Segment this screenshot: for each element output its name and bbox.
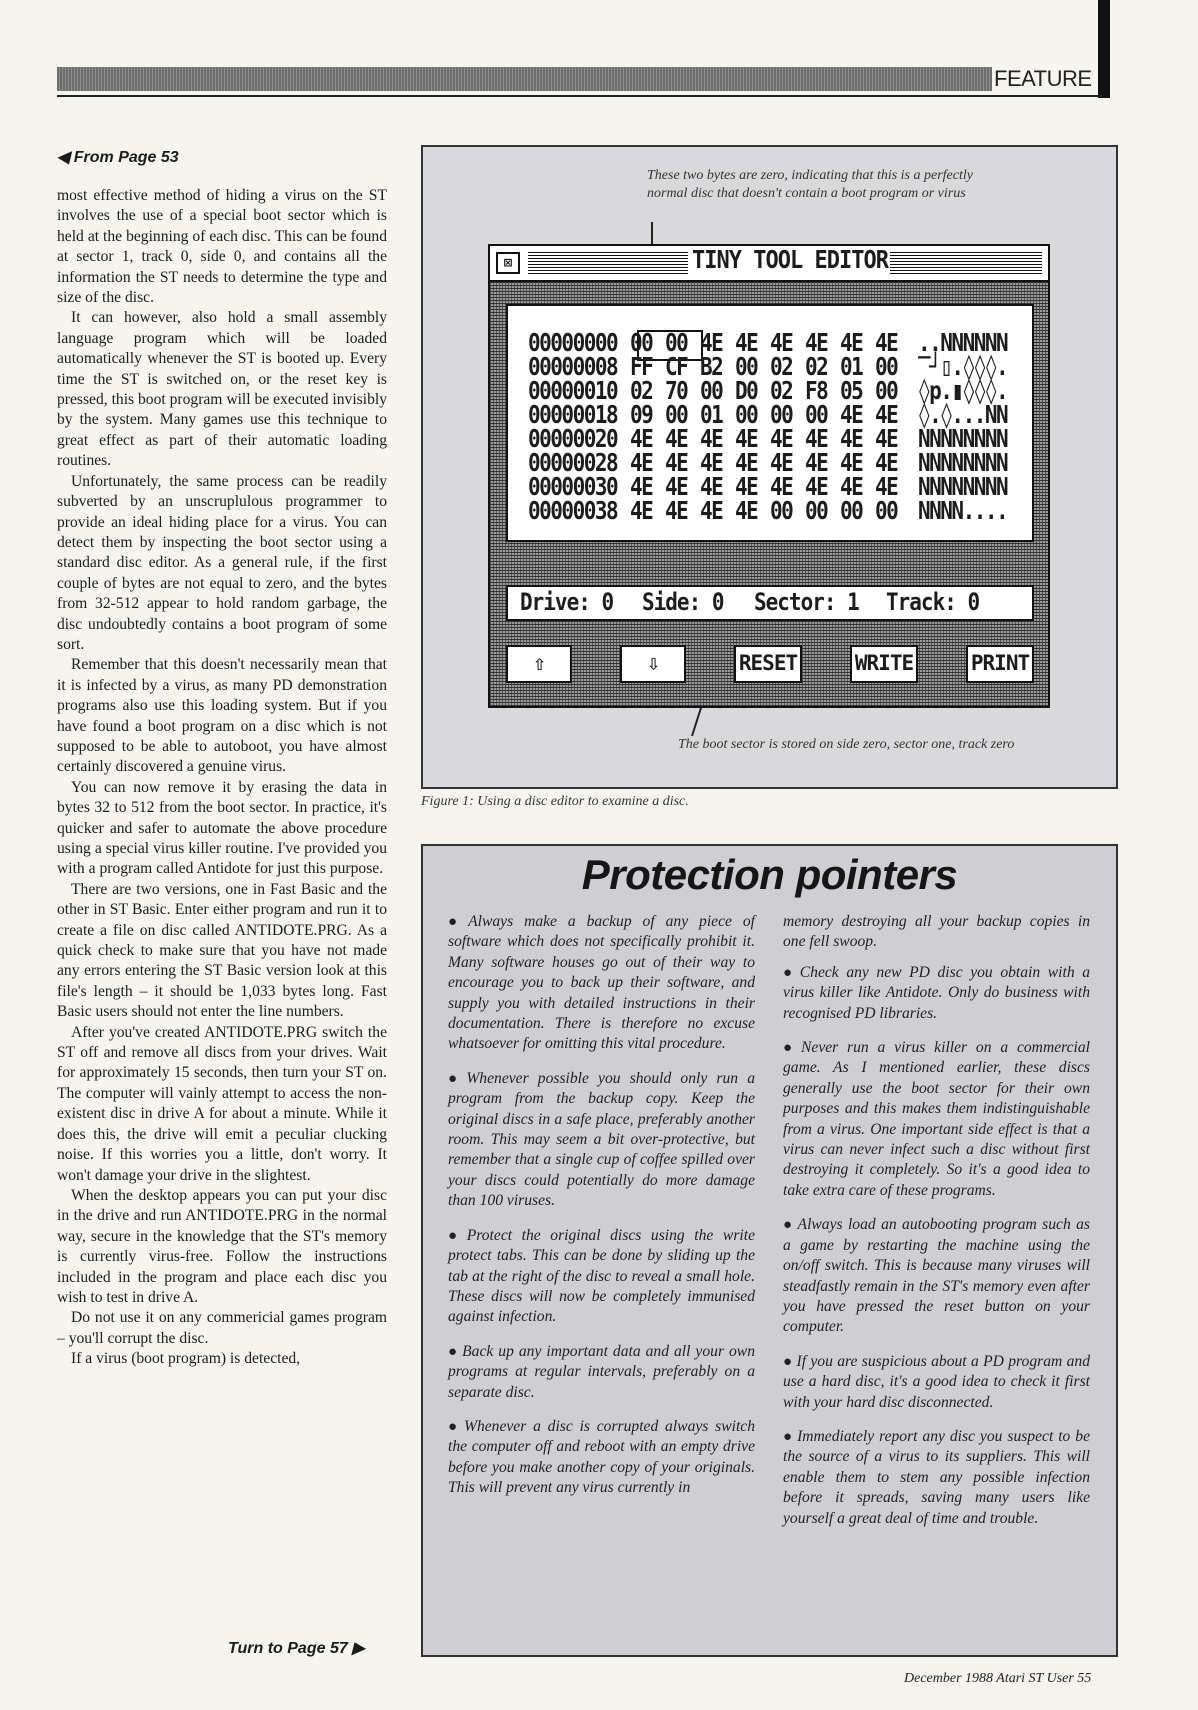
- article-paragraph: most effective method of hiding a virus on the ST involves the use of a special boot sector which is held at the beginning of each disc. This can be found at sector 1, track 0, side 0, and contains all the information the ST needs to determine the type and size of the disc.: [57, 187, 387, 307]
- hex-byte[interactable]: 00: [875, 376, 898, 405]
- hex-byte[interactable]: 02: [770, 376, 793, 405]
- side-status: Side: 0: [642, 588, 724, 616]
- hex-byte[interactable]: 00: [735, 400, 758, 429]
- hex-byte[interactable]: D0: [735, 376, 758, 405]
- titlebar-stripes-right: [890, 252, 1042, 274]
- article-paragraph: If a virus (boot program) is detected,: [71, 1350, 301, 1368]
- hex-byte[interactable]: 4E: [805, 328, 828, 357]
- section-label: FEATURE: [994, 66, 1092, 91]
- hex-byte[interactable]: 00: [665, 400, 688, 429]
- hex-byte[interactable]: 00: [805, 496, 828, 525]
- hex-ascii: NNNN....: [918, 496, 1008, 525]
- tip-item: ● Whenever possible you should only run a program from the backup copy. Keep the original discs in a safe place, preferably another room. This may seem a bit over-protective, but remember that a single cup of coffee spilled over your discs could potentially do more damage than 100 viruses.: [448, 1069, 755, 1210]
- article-paragraph: After you've created ANTIDOTE.PRG switch the ST off and remove all discs from your drives. Wait for approximately 15 seconds, then turn your ST on. The computer will vainly attempt to access the non-existent disc in drive A for about a minute. While it does this, the drive will emit a peculiar clucking noise. If this worries you a little, don't worry. It won't damage your drive in the slightest.: [57, 1023, 387, 1184]
- hex-byte[interactable]: 00: [805, 400, 828, 429]
- bullet-icon: ●: [448, 1343, 459, 1360]
- hex-byte[interactable]: 4E: [875, 424, 898, 453]
- from-page-link[interactable]: ◀ From Page 53: [57, 149, 179, 166]
- hex-byte[interactable]: 05: [840, 376, 863, 405]
- article-paragraph: It can however, also hold a small assembly language program which will be loaded automatically whenever the ST is booted up. Every time the ST is switched on, or the reset key is pressed, this boot program will be executed invisibly by the system. Many games use this technique to great effect as part of their automatic loading routines.: [57, 309, 388, 470]
- hex-address: 00000000: [528, 328, 618, 357]
- bullet-icon: ●: [448, 1227, 463, 1244]
- hex-byte[interactable]: 4E: [840, 400, 863, 429]
- bullet-icon: ●: [783, 964, 796, 981]
- hex-address: 00000038: [528, 496, 618, 525]
- write-button[interactable]: WRITE: [850, 645, 918, 683]
- hex-byte[interactable]: 4E: [630, 472, 653, 501]
- tip-item: ● Always make a backup of any piece of software which does not specifically prohibit it. Many software houses go out of their way to encourage you to back up their software, and supply you with detailed instructions in their documentation. There is therefore no excuse whatsoever for omitting this vital procedure.: [448, 913, 756, 1053]
- hex-byte[interactable]: 70: [665, 376, 688, 405]
- tip-item: ● Immediately report any disc you suspect to be the source of a virus to its suppliers. This will enable them to stem any possible infection before it spreads, saving many users like yourself a great deal of time and trouble.: [783, 1427, 1090, 1527]
- drive-status: Drive: 0: [520, 588, 614, 616]
- hex-byte[interactable]: 4E: [665, 448, 688, 477]
- hex-byte[interactable]: 4E: [735, 496, 758, 525]
- hex-byte[interactable]: 4E: [665, 496, 688, 525]
- article-paragraph: Unfortunately, the same process can be readily subverted by an unscruplulous programmer to provide an ideal hiding place for a virus. You can detect them by inspecting the boot sector using a standard disc editor. As a general rule, if the first couple of bytes are not equal to zero, and the bytes from 32-512 appear to hold random garbage, the disc undoubtedly contains a boot program of some sort.: [57, 472, 387, 653]
- print-button[interactable]: PRINT: [966, 645, 1034, 683]
- hex-byte[interactable]: 4E: [735, 424, 758, 453]
- hex-byte[interactable]: 4E: [875, 400, 898, 429]
- callout-bottom: The boot sector is stored on side zero, sector one, track zero: [678, 737, 1015, 752]
- hex-byte[interactable]: 4E: [700, 472, 723, 501]
- hex-byte[interactable]: 4E: [735, 472, 758, 501]
- hex-byte[interactable]: F8: [805, 376, 828, 405]
- track-status: Track: 0: [886, 588, 980, 616]
- reset-button[interactable]: RESET: [734, 645, 802, 683]
- tip-continuation: memory destroying all your backup copies in one fell swoop.: [783, 913, 1090, 951]
- hex-byte[interactable]: 4E: [840, 328, 863, 357]
- scroll-down-button[interactable]: ⇩: [620, 645, 686, 683]
- hex-byte[interactable]: 4E: [665, 472, 688, 501]
- hex-byte[interactable]: 09: [630, 400, 653, 429]
- hex-byte[interactable]: 4E: [630, 424, 653, 453]
- editor-title: TINY TOOL EDITOR: [692, 246, 888, 275]
- hex-byte[interactable]: 4E: [875, 472, 898, 501]
- sector-status: Sector: 1: [754, 588, 859, 616]
- article-paragraph: There are two versions, one in Fast Basic and the other in ST Basic. Enter either program and run it to create a file on disc called ANTIDOTE.PRG. As a quick check to make sure that you have not made any errors entering the ST Basic version look at this file's length – it should be 1,033 bytes long. Fast Basic users should not enter the line numbers.: [57, 880, 387, 1021]
- tip-item: ● Never run a virus killer on a commercial game. As I mentioned earlier, these discs generally use the boot sector for their own purposes and this makes them indistinguishable from a virus. One important side effect is that a virus can never infect such a disc without first destroying it completely. So it's a good idea to take extra care of these programs.: [783, 1039, 1090, 1199]
- bullet-icon: ●: [783, 1353, 793, 1370]
- tip-item: ● Back up any important data and all your own programs at regular intervals, preferably on a separate disc.: [448, 1342, 755, 1401]
- tip-item: ● If you are suspicious about a PD program and use a hard disc, it's a good idea to check it first with your hard disc disconnected.: [783, 1352, 1091, 1411]
- turn-to-page-link[interactable]: Turn to Page 57 ▶: [228, 1640, 365, 1657]
- close-icon[interactable]: ⊠: [496, 252, 520, 274]
- bullet-icon: ●: [448, 1418, 460, 1435]
- hex-address: 00000028: [528, 448, 618, 477]
- callout-top: These two bytes are zero, indicating that this is a perfectly normal disc that doesn't contain a boot program or virus: [647, 168, 973, 201]
- hex-address: 00000020: [528, 424, 618, 453]
- hex-byte[interactable]: 01: [700, 400, 723, 429]
- hex-ascii: ◊.◊...NN: [918, 400, 1008, 429]
- hex-address: 00000018: [528, 400, 618, 429]
- hex-byte[interactable]: 4E: [840, 472, 863, 501]
- hex-byte[interactable]: 02: [805, 352, 828, 381]
- hex-byte[interactable]: 00: [700, 376, 723, 405]
- hex-byte[interactable]: 4E: [840, 424, 863, 453]
- hex-byte[interactable]: 00: [665, 328, 688, 357]
- hex-byte[interactable]: 4E: [735, 328, 758, 357]
- hex-byte[interactable]: 4E: [630, 448, 653, 477]
- hex-byte[interactable]: 4E: [805, 448, 828, 477]
- hex-byte[interactable]: 02: [630, 376, 653, 405]
- hex-byte[interactable]: 4E: [630, 496, 653, 525]
- hex-byte[interactable]: B2: [700, 352, 723, 381]
- hex-byte[interactable]: 01: [840, 352, 863, 381]
- box-column-2: [783, 912, 1090, 1543]
- hex-byte[interactable]: 4E: [805, 472, 828, 501]
- hex-byte[interactable]: 00: [735, 352, 758, 381]
- hex-byte[interactable]: 00: [875, 496, 898, 525]
- box-column-1: [448, 912, 755, 1513]
- figure-caption: Figure 1: Using a disc editor to examine a disc.: [421, 794, 689, 809]
- hex-byte[interactable]: 4E: [770, 448, 793, 477]
- article-paragraph: You can now remove it by erasing the data in bytes 32 to 512 from the boot sector. In practice, it's quicker and safer to automate the above procedure using a special virus killer routine. I've provided you with a program called Antidote for just this purpose.: [57, 778, 387, 878]
- hex-byte[interactable]: 4E: [735, 448, 758, 477]
- scroll-up-button[interactable]: ⇧: [506, 645, 572, 683]
- bullet-icon: ●: [783, 1040, 797, 1057]
- hex-ascii: ‾┘▯.◊◊◊.: [918, 352, 1008, 381]
- article-paragraph: When the desktop appears you can put your disc in the drive and run ANTIDOTE.PRG in the normal way, secure in the knowledge that the ST's memory is currently virus-free. Follow the instructions included in the program and place each disc you wish to test in drive A.: [57, 1186, 387, 1306]
- hex-byte[interactable]: 4E: [770, 424, 793, 453]
- page-footer: December 1988 Atari ST User 55: [904, 1671, 1092, 1686]
- hex-byte[interactable]: 4E: [770, 472, 793, 501]
- bullet-icon: ●: [448, 1070, 463, 1087]
- hex-address: 00000030: [528, 472, 618, 501]
- hex-address: 00000008: [528, 352, 618, 381]
- bullet-icon: ●: [783, 1428, 794, 1445]
- hex-byte[interactable]: 00: [770, 496, 793, 525]
- hex-address: 00000010: [528, 376, 618, 405]
- hex-byte[interactable]: 4E: [805, 424, 828, 453]
- article-paragraph: Do not use it on any commericial games program – you'll corrupt the disc.: [57, 1309, 387, 1347]
- hex-byte[interactable]: 02: [770, 352, 793, 381]
- hex-byte[interactable]: CF: [665, 352, 688, 381]
- hex-byte[interactable]: 00: [630, 328, 653, 357]
- hex-ascii: NNNNNNNN: [918, 448, 1008, 477]
- hex-byte[interactable]: 4E: [700, 328, 723, 357]
- tip-item: ● Protect the original discs using the write protect tabs. This can be done by sliding up the tab at the right of the disc to reveal a small hole. These discs will now be completely immunised against infection.: [448, 1226, 755, 1326]
- hex-byte[interactable]: 4E: [700, 448, 723, 477]
- hex-byte[interactable]: FF: [630, 352, 653, 381]
- hex-ascii: ◊p.▮◊◊◊.: [918, 376, 1008, 405]
- hex-byte[interactable]: 00: [875, 352, 898, 381]
- article-paragraph: Remember that this doesn't necessarily mean that it is infected by a virus, as many PD demonstration programs also use this loading system. But if you have found a boot program on a disc which is not supposed to be able to autoboot, you have almost certainly discovered a genuine virus.: [57, 656, 387, 776]
- hex-ascii: NNNNNNNN: [918, 424, 1008, 453]
- hex-byte[interactable]: 4E: [840, 448, 863, 477]
- titlebar-stripes-left: [528, 252, 688, 274]
- box-title: Protection pointers: [581, 851, 958, 898]
- hex-byte[interactable]: 4E: [770, 328, 793, 357]
- hex-ascii: ..NNNNNN: [918, 328, 1008, 357]
- hex-byte[interactable]: 00: [770, 400, 793, 429]
- hex-byte[interactable]: 4E: [700, 496, 723, 525]
- bullet-icon: ●: [448, 914, 465, 930]
- bullet-icon: ●: [783, 1217, 794, 1234]
- hex-byte[interactable]: 00: [840, 496, 863, 525]
- hex-ascii: NNNNNNNN: [918, 472, 1008, 501]
- hex-byte[interactable]: 4E: [875, 448, 898, 477]
- tip-item: ● Always load an autobooting program such as a game by restarting the machine using the on/off switch. This is because many viruses will steadfastly remain in the ST's memory even after you have pressed the reset button on your computer.: [783, 1216, 1090, 1336]
- hex-byte[interactable]: 4E: [700, 424, 723, 453]
- hex-byte[interactable]: 4E: [665, 424, 688, 453]
- hex-byte[interactable]: 4E: [875, 328, 898, 357]
- tip-item: ● Whenever a disc is corrupted always switch the computer off and reboot with an empty drive before you make another copy of your originals. This will prevent any virus currently in: [448, 1417, 755, 1497]
- tip-item: ● Check any new PD disc you obtain with a virus killer like Antidote. Only do business with recognised PD libraries.: [783, 963, 1091, 1022]
